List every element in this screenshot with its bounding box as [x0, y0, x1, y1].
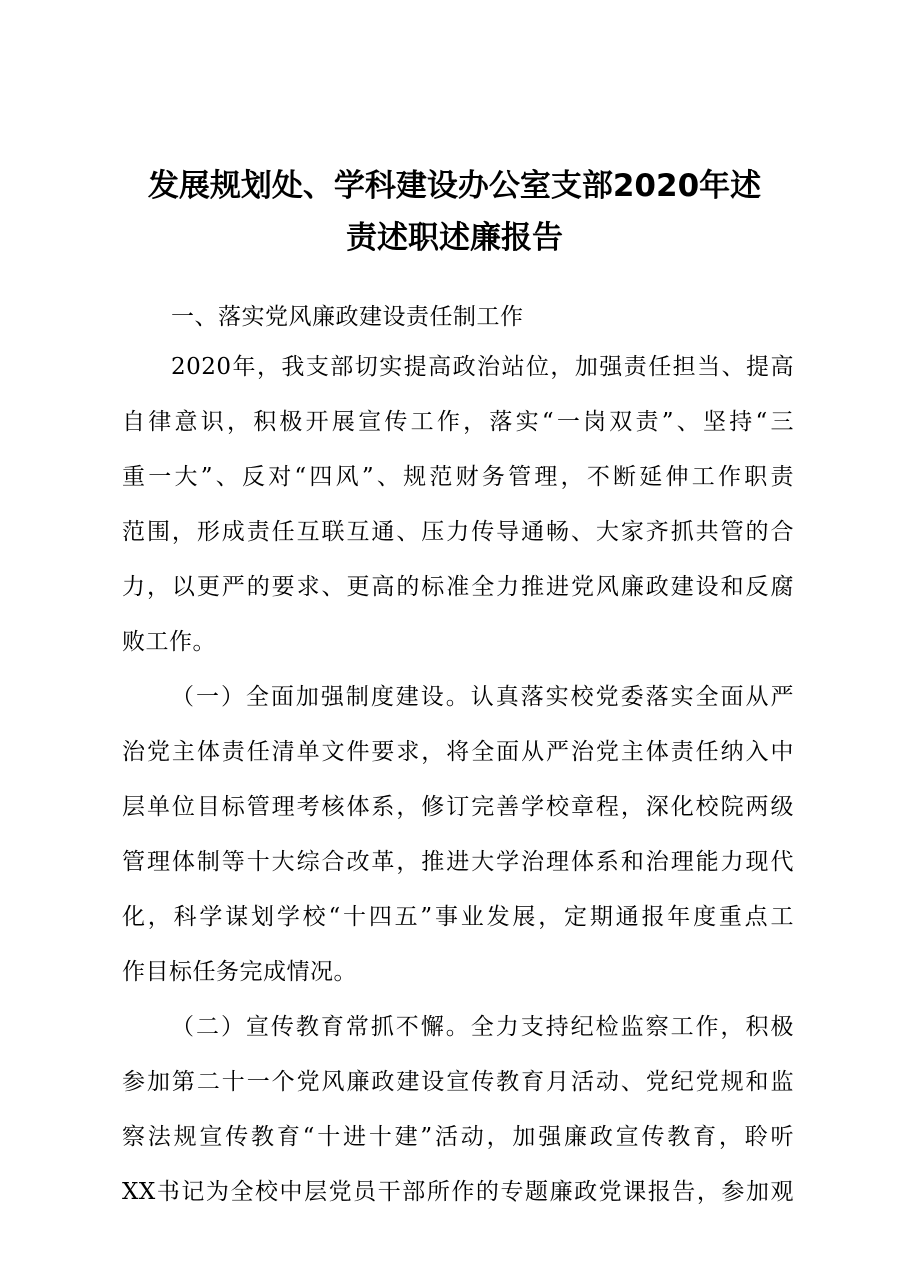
paragraph-1-line-6: 败工作。	[122, 629, 216, 655]
paragraph-2-line-2: 治党主体责任清单文件要求，将全面从严治党主体责任纳入中	[122, 739, 794, 765]
paragraph-1-line-1: 2020年，我支部切实提高政治站位，加强责任担当、提高	[171, 354, 794, 380]
section-heading: 一、落实党风廉政建设责任制工作	[171, 304, 524, 330]
paragraph-1-line-3: 重一大”、反对“四风”、规范财务管理，不断延伸工作职责	[122, 464, 794, 490]
paragraph-2-line-5: 化，科学谋划学校“十四五”事业发展，定期通报年度重点工	[122, 904, 794, 930]
document-title-line-2: 责述职述廉报告	[346, 220, 563, 256]
paragraph-1-line-4: 范围，形成责任互联互通、压力传导通畅、大家齐抓共管的合	[122, 519, 794, 545]
paragraph-3-line-1: （二）宣传教育常抓不懈。全力支持纪检监察工作，积极	[171, 1014, 794, 1040]
paragraph-2-line-4: 管理体制等十大综合改革，推进大学治理体系和治理能力现代	[122, 849, 794, 875]
paragraph-1-line-2: 自律意识，积极开展宣传工作，落实“一岗双责”、坚持“三	[122, 409, 794, 435]
paragraph-2-line-6: 作目标任务完成情况。	[122, 959, 357, 985]
document-title-line-1: 发展规划处、学科建设办公室支部2020年述	[147, 168, 762, 204]
paragraph-3-line-2: 参加第二十一个党风廉政建设宣传教育月活动、党纪党规和监	[122, 1069, 794, 1095]
paragraph-3-line-4: XX书记为全校中层党员干部所作的专题廉政党课报告，参加观	[122, 1179, 794, 1205]
paragraph-1-line-5: 力，以更严的要求、更高的标准全力推进党风廉政建设和反腐	[122, 574, 794, 600]
paragraph-3-line-3: 察法规宣传教育“十进十建”活动，加强廉政宣传教育，聆听	[122, 1124, 794, 1150]
paragraph-2-line-1: （一）全面加强制度建设。认真落实校党委落实全面从严	[171, 684, 794, 710]
paragraph-2-line-3: 层单位目标管理考核体系，修订完善学校章程，深化校院两级	[122, 794, 794, 820]
